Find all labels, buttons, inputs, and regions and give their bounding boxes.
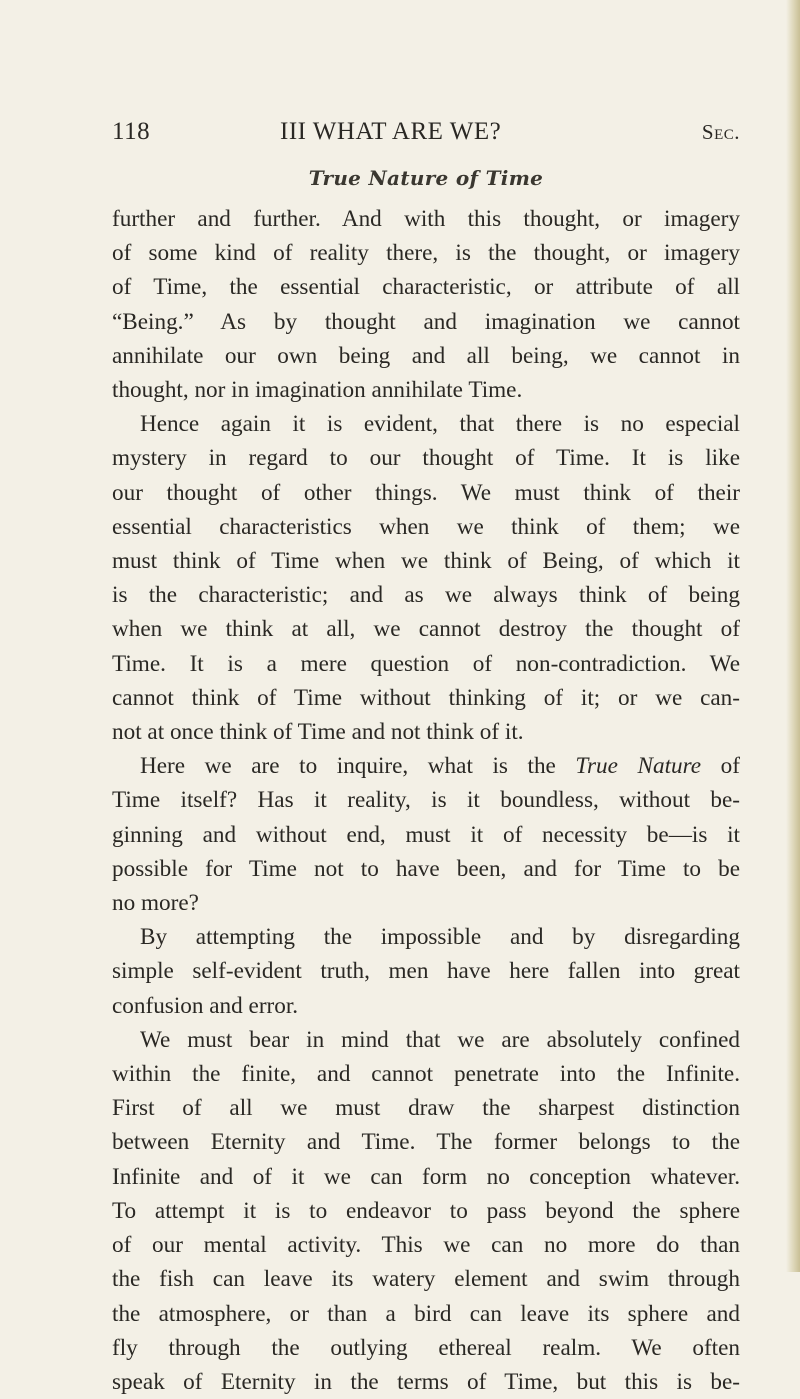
page-number: 118 [112, 118, 151, 145]
text-line: thought, nor in imagination annihilate Time. [112, 377, 523, 404]
text-line: of Time, the essential characteristic, or attribute of all [112, 274, 740, 301]
chapter-number: III [280, 118, 307, 145]
text-line: Hence again it is evident, that there is no especial [140, 411, 740, 438]
text-line: Time itself? Has it reality, is it boundless, without be- [112, 787, 740, 814]
paragraph [112, 749, 740, 920]
text-line: ginning and without end, must it of necessity be—is it [112, 821, 740, 848]
text-line: Here we are to inquire, what is the True Nature of [140, 753, 740, 780]
chapter-title: WHAT ARE WE? [312, 118, 502, 145]
text-line: is the characteristic; and as we always think of being [112, 582, 740, 609]
text-line: further and further. And with this thought, or imagery [112, 206, 740, 232]
text-line: speak of Eternity in the terms of Time, but this is be- [112, 1368, 740, 1395]
text-line: To attempt it is to endeavor to pass beyond the sphere [112, 1197, 740, 1224]
text-line: First of all we must draw the sharpest distinction [112, 1095, 740, 1122]
text-line: mystery in regard to our thought of Time. It is like [112, 445, 740, 472]
text-line: annihilate our own being and all being, we cannot in [112, 342, 740, 369]
paragraph [112, 920, 740, 1023]
text-line: “Being.” As by thought and imagination we cannot [112, 308, 740, 335]
page-edge [786, 0, 800, 1272]
text-line: no more? [112, 890, 199, 917]
paragraph [112, 1023, 740, 1399]
text-line: within the finite, and cannot penetrate into the Infinite. [112, 1061, 740, 1088]
text-line: By attempting the impossible and by disregarding [140, 924, 740, 951]
paragraph [112, 407, 740, 749]
text-line: the fish can leave its watery element and swim through [112, 1266, 740, 1293]
text-line: confusion and error. [112, 992, 299, 1019]
text-line: when we think at all, we cannot destroy the thought of [112, 616, 740, 643]
text-line: fly through the outlying ethereal realm. We often [112, 1334, 740, 1361]
text-line: cannot think of Time without thinking of it; or we can- [112, 684, 740, 711]
text-line: possible for Time not to have been, and for Time to be [112, 855, 740, 882]
page-header [112, 118, 740, 158]
chapter-heading [280, 118, 501, 146]
text-line: of some kind of reality there, is the thought, or imagery [112, 240, 740, 267]
text-line: Infinite and of it we can form no conception whatever. [112, 1163, 740, 1190]
paragraph [112, 202, 740, 407]
body-text [112, 202, 740, 1399]
text-line: not at once think of Time and not think of it. [112, 719, 524, 746]
text-line: our thought of other things. We must think of their [112, 479, 740, 506]
text-line: essential characteristics when we think of them; we [112, 513, 740, 540]
text-line: the atmosphere, or than a bird can leave its sphere and [112, 1300, 740, 1327]
text-line: Time. It is a mere question of non-contradiction. We [112, 650, 740, 677]
text-line: We must bear in mind that we are absolutely confined [140, 1026, 740, 1053]
text-line: simple self-evident truth, men have here fallen into great [112, 958, 740, 985]
running-title: True Nature of Time [308, 166, 544, 190]
text-line: must think of Time when we think of Being, of which it [112, 548, 740, 575]
section-label: Sec. [701, 120, 740, 144]
text-line: of our mental activity. This we can no more do than [112, 1232, 740, 1259]
emphasis: True Nature [575, 753, 702, 780]
text-line: between Eternity and Time. The former belongs to the [112, 1129, 740, 1156]
